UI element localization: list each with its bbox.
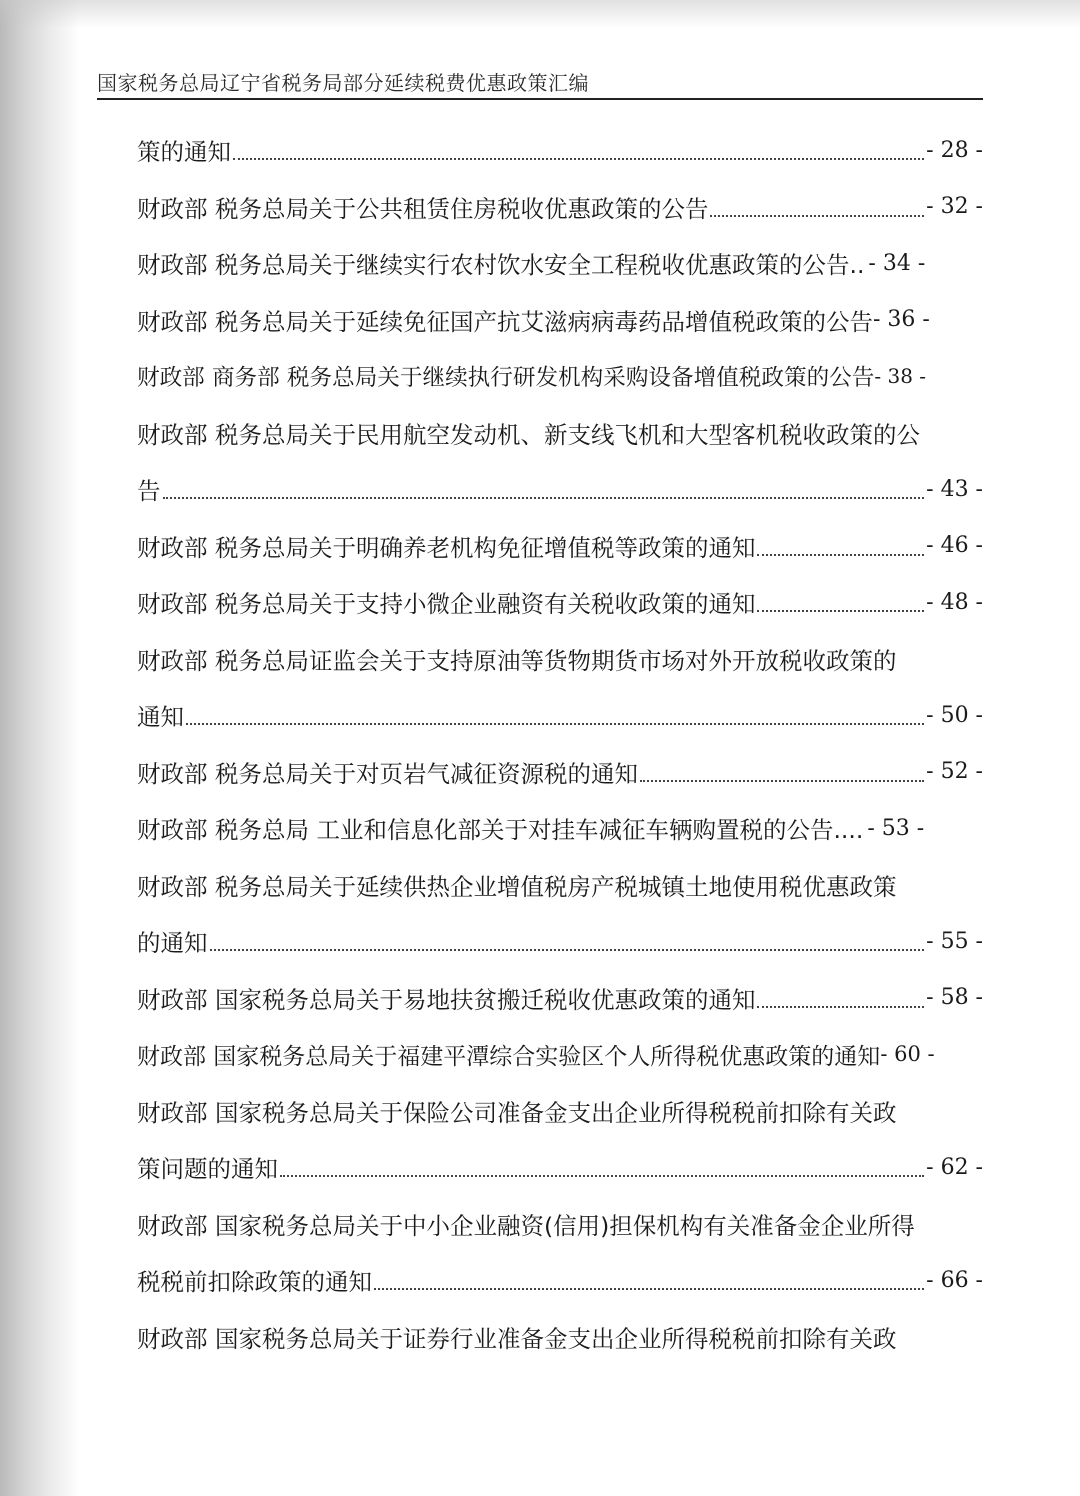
toc-entry-continuation[interactable] — [137, 687, 983, 744]
toc-entry[interactable] — [137, 574, 983, 631]
toc-entry[interactable] — [137, 1026, 1037, 1083]
toc-leader-dots — [210, 949, 925, 951]
toc-entry-title: 财政部 国家税务总局关于易地扶贫搬迁税收优惠政策的通知 — [137, 985, 756, 1014]
toc-entry[interactable] — [137, 405, 1037, 462]
toc-entry[interactable] — [137, 631, 1037, 688]
toc-entry-page: - 58 - — [926, 985, 983, 1011]
toc-entry[interactable] — [137, 179, 983, 236]
toc-leader-dots — [280, 1175, 924, 1177]
header-title: 国家税务总局辽宁省税务局部分延续税费优惠政策汇编 — [97, 71, 589, 95]
toc-entry-title: 财政部 税务总局关于明确养老机构免征增值税等政策的通知 — [137, 533, 756, 562]
toc-entry[interactable] — [137, 857, 1037, 914]
toc-entry-title: 财政部 税务总局关于对页岩气减征资源税的通知 — [137, 759, 638, 788]
toc-leader-dots — [186, 723, 924, 725]
toc-leader-dots — [233, 158, 924, 160]
toc-entry-title: 财政部 国家税务总局关于证券行业准备金支出企业所得税税前扣除有关政 — [137, 1324, 897, 1353]
toc-entry-continuation[interactable] — [137, 913, 983, 970]
toc-entry-title: 财政部 税务总局关于民用航空发动机、新支线飞机和大型客机税收政策的公 — [137, 420, 920, 449]
toc-entry-page: - 38 - — [874, 364, 927, 389]
toc-entry[interactable] — [137, 744, 983, 801]
toc-entry-page: - 52 - — [926, 759, 983, 785]
page-top-shadow — [0, 0, 1080, 28]
toc-entry-title: 财政部 税务总局证监会关于支持原油等货物期货市场对外开放税收政策的 — [137, 646, 897, 675]
toc-entry-page: - 43 - — [926, 476, 983, 502]
toc-entry[interactable] — [137, 970, 983, 1027]
toc-entry-title: 财政部 税务总局关于公共租赁住房税收优惠政策的公告 — [137, 194, 709, 223]
toc-entry-title: 财政部 税务总局关于支持小微企业融资有关税收政策的通知 — [137, 590, 756, 619]
toc-entry-title: 财政部 税务总局 工业和信息化部关于对挂车减征车辆购置税的公告.... — [137, 816, 864, 845]
toc-entry-title: 策问题的通知 — [137, 1155, 278, 1184]
toc-entry[interactable] — [137, 800, 1037, 857]
toc-entry-title: 策的通知 — [137, 138, 231, 167]
toc-entry-title: 的通知 — [137, 929, 208, 958]
toc-leader-dots — [640, 780, 924, 782]
toc-entry[interactable] — [137, 292, 1037, 349]
toc-leader-dots — [710, 215, 924, 217]
toc-entry-page: - 36 - — [872, 307, 930, 333]
toc-leader-dots — [757, 554, 924, 556]
toc-entry-page: - 28 - — [926, 137, 983, 163]
toc-entry-page: - 48 - — [926, 589, 983, 615]
page-edge-shadow — [0, 0, 80, 1496]
toc-entry-title: 税税前扣除政策的通知 — [137, 1268, 372, 1297]
toc-entry-continuation[interactable] — [137, 1139, 983, 1196]
toc-entry-title: 财政部 税务总局关于延续免征国产抗艾滋病病毒药品增值税政策的公告 — [137, 307, 873, 336]
toc-entry-title: 财政部 税务总局关于延续供热企业增值税房产税城镇土地使用税优惠政策 — [137, 872, 897, 901]
toc-entry-page: - 55 - — [926, 928, 983, 954]
toc-entry-continuation[interactable] — [137, 461, 983, 518]
toc-entry[interactable] — [137, 1309, 1037, 1366]
toc-entry[interactable] — [137, 122, 983, 179]
toc-entry-title: 财政部 国家税务总局关于保险公司准备金支出企业所得税税前扣除有关政 — [137, 1098, 897, 1127]
page-header — [97, 64, 983, 100]
toc-leader-dots — [374, 1288, 924, 1290]
toc-entry-page: - 34 - — [868, 250, 926, 276]
toc-entry-title: 告 — [137, 477, 161, 506]
toc-entry[interactable] — [137, 1083, 1037, 1140]
toc-entry-page: - 53 - — [867, 815, 925, 841]
toc-entry-continuation[interactable] — [137, 1252, 983, 1309]
toc-leader-dots — [757, 610, 924, 612]
toc-entry-page: - 46 - — [926, 533, 983, 559]
toc-entry-page: - 32 - — [926, 194, 983, 220]
toc-entry[interactable] — [137, 235, 1037, 292]
toc-entry-title: 财政部 国家税务总局关于福建平潭综合实验区个人所得税优惠政策的通知 — [137, 1043, 881, 1070]
toc-entry-page: - 66 - — [926, 1267, 983, 1293]
toc-entry[interactable] — [137, 518, 983, 575]
toc-entry-page: - 62 - — [926, 1154, 983, 1180]
toc-entry-title: 财政部 税务总局关于继续实行农村饮水安全工程税收优惠政策的公告.. — [137, 251, 865, 280]
toc-leader-dots — [163, 497, 925, 499]
toc-entry[interactable] — [137, 1196, 1037, 1253]
toc-entry-title: 通知 — [137, 703, 184, 732]
toc-entry-title: 财政部 国家税务总局关于中小企业融资(信用)担保机构有关准备金企业所得 — [137, 1211, 915, 1240]
toc-entry[interactable] — [137, 348, 1037, 405]
toc-entry-page: - 50 - — [926, 702, 983, 728]
toc-leader-dots — [757, 1006, 924, 1008]
toc-entry-title: 财政部 商务部 税务总局关于继续执行研发机构采购设备增值税政策的公告 — [137, 365, 875, 392]
table-of-contents — [137, 122, 1037, 1365]
toc-entry-page: - 60 - — [880, 1042, 935, 1067]
